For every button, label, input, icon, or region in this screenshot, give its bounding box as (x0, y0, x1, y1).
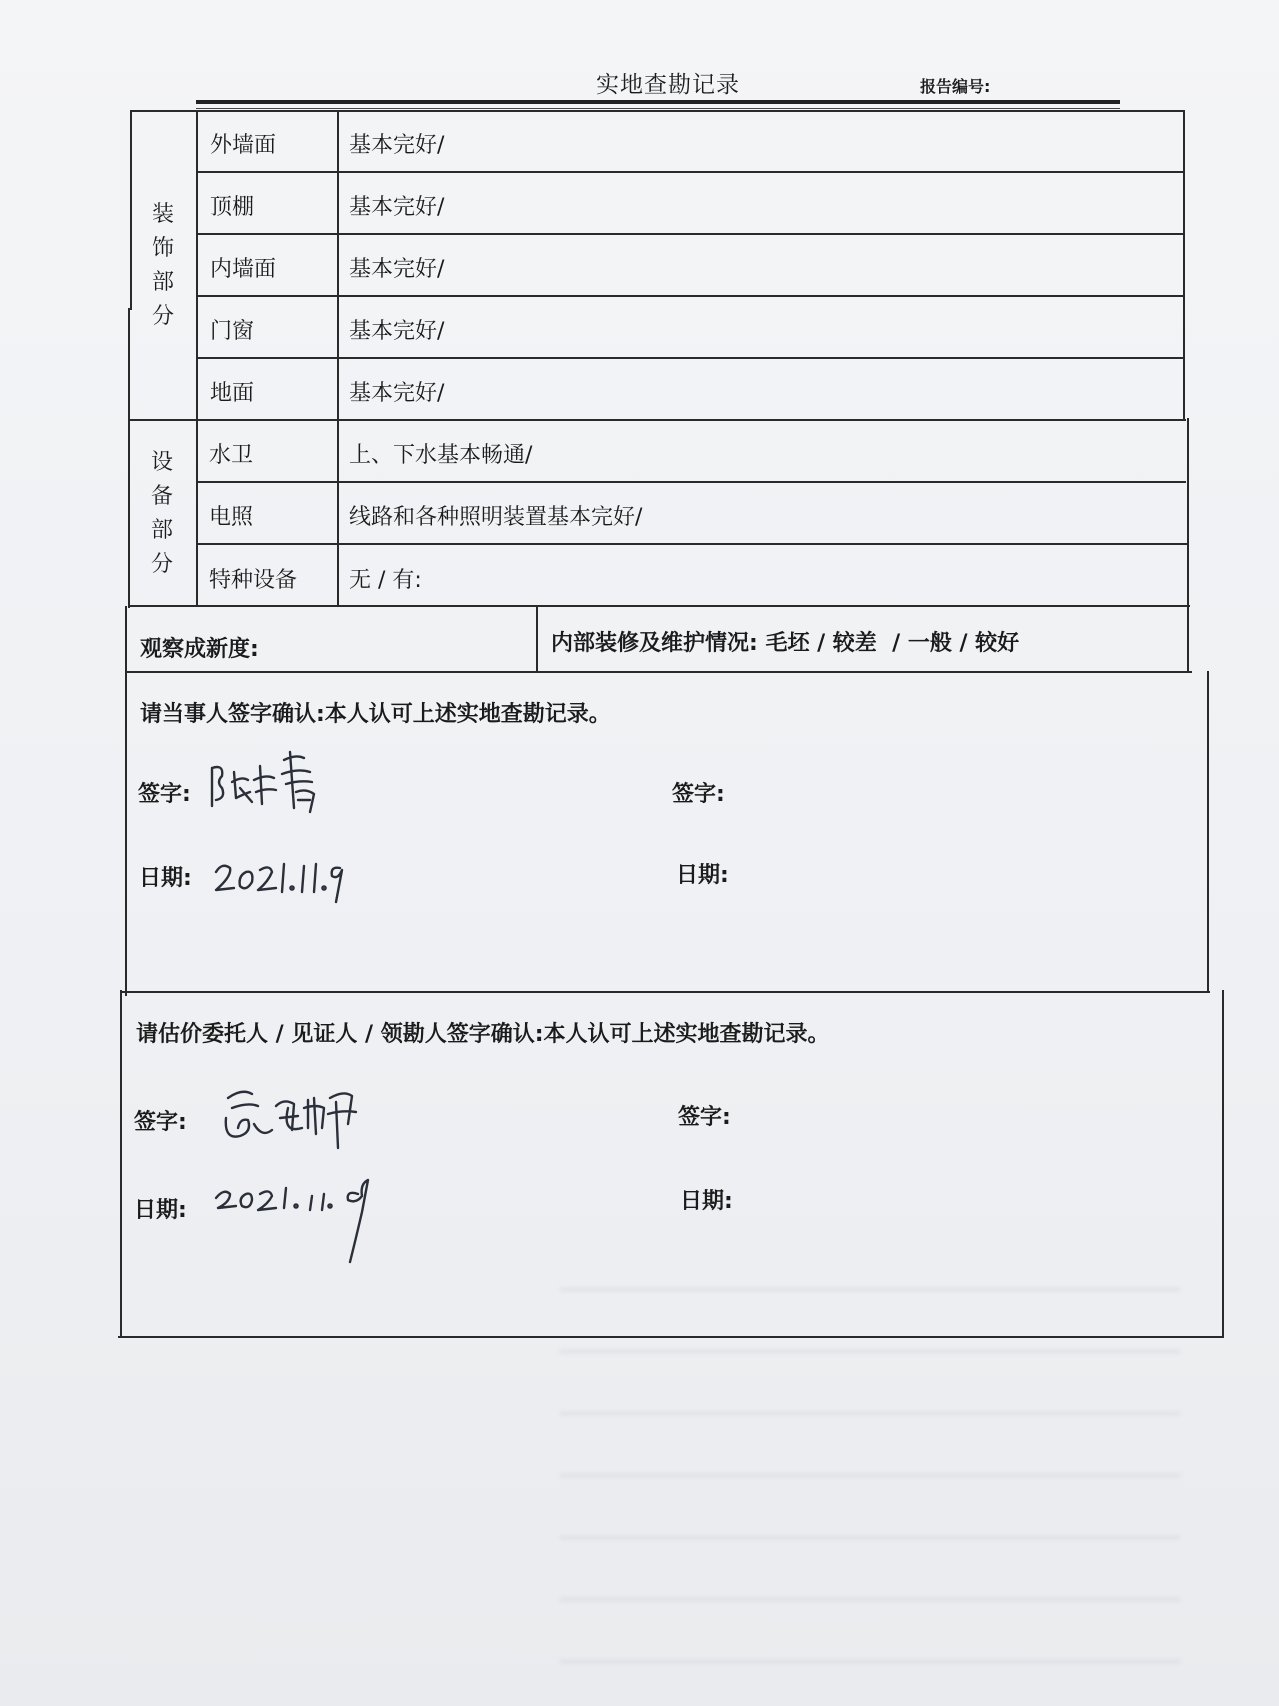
interior-condition-label: 内部装修及维护情况: 毛坯 / 较差 / 一般 / 较好 (551, 631, 1020, 656)
row-divider (196, 481, 1186, 483)
client-handwritten-date (212, 1172, 397, 1264)
table-border-bottom (118, 1336, 1224, 1338)
party-signature-label-right: 签字: (672, 782, 725, 807)
value-ceiling: 基本完好/ (349, 195, 445, 220)
item-special-equipment: 特种设备 (209, 568, 298, 593)
table-border-right (1187, 418, 1189, 673)
item-ceiling: 顶棚 (210, 195, 255, 220)
value-plumbing: 上、下水基本畅通/ (349, 443, 533, 468)
table-border-left (120, 990, 122, 1338)
row-divider (196, 233, 1184, 235)
row-divider (196, 543, 1188, 545)
report-number-label: 报告编号: (920, 77, 991, 96)
client-signature-label: 签字: (134, 1110, 187, 1135)
condition-divider (536, 605, 538, 672)
decoration-section-label (148, 198, 178, 334)
section-label-char: 设 (150, 450, 173, 475)
section-label-char: 部 (151, 270, 174, 295)
item-electrical: 电照 (209, 505, 254, 530)
client-date-label: 日期: (134, 1198, 187, 1223)
item-value-divider (337, 110, 339, 606)
client-handwritten-signature (218, 1078, 378, 1150)
table-border-top (130, 110, 1184, 112)
section-label-char: 部 (150, 518, 173, 543)
row-divider (196, 295, 1184, 297)
section-divider (122, 991, 1210, 993)
section-label-char: 分 (150, 552, 173, 577)
row-divider (196, 357, 1184, 359)
party-handwritten-signature (206, 748, 331, 818)
value-special-equipment: 无 / 有: (349, 568, 422, 593)
item-interior-wall: 内墙面 (210, 257, 277, 282)
section-label-char: 饰 (151, 236, 174, 261)
value-exterior-wall: 基本完好/ (349, 133, 445, 158)
section-divider (128, 605, 1190, 607)
party-confirmation-statement: 请当事人签字确认:本人认可上述实地查勘记录。 (140, 702, 611, 727)
value-interior-wall: 基本完好/ (349, 257, 445, 282)
client-confirmation-statement: 请估价委托人 / 见证人 / 领勘人签字确认:本人认可上述实地查勘记录。 (136, 1022, 830, 1047)
table-border-right (1207, 671, 1209, 993)
document-title: 实地查勘记录 (596, 72, 740, 98)
header-rule-thin (196, 108, 1120, 109)
observed-newness-label: 观察成新度: (140, 637, 259, 662)
section-label-char: 备 (150, 484, 173, 509)
value-doors-windows: 基本完好/ (349, 319, 445, 344)
equipment-section-label (147, 446, 177, 582)
party-signature-label: 签字: (138, 782, 191, 807)
table-border-left (130, 110, 132, 310)
value-electrical: 线路和各种照明装置基本完好/ (349, 505, 643, 530)
client-date-label-right: 日期: (680, 1189, 733, 1214)
row-divider (196, 171, 1184, 173)
section-divider (130, 419, 1186, 421)
section-label-char: 分 (151, 304, 174, 329)
table-border-left (125, 606, 127, 996)
header-rule (196, 100, 1120, 104)
party-date-label: 日期: (139, 866, 192, 891)
table-border-right (1222, 990, 1224, 1338)
value-floor: 基本完好/ (349, 381, 445, 406)
client-signature-label-right: 签字: (678, 1105, 731, 1130)
item-floor: 地面 (210, 381, 255, 406)
bleed-through-texture (560, 1250, 1180, 1690)
section-divider (126, 671, 1192, 673)
party-handwritten-date (212, 852, 347, 904)
section-label-char: 装 (151, 202, 174, 227)
item-exterior-wall: 外墙面 (210, 133, 277, 158)
item-plumbing: 水卫 (209, 443, 254, 468)
item-doors-windows: 门窗 (210, 319, 255, 344)
section-label-divider (196, 110, 198, 606)
table-border-right (1183, 110, 1185, 420)
party-date-label-right: 日期: (676, 863, 729, 888)
table-border-left (128, 308, 130, 608)
